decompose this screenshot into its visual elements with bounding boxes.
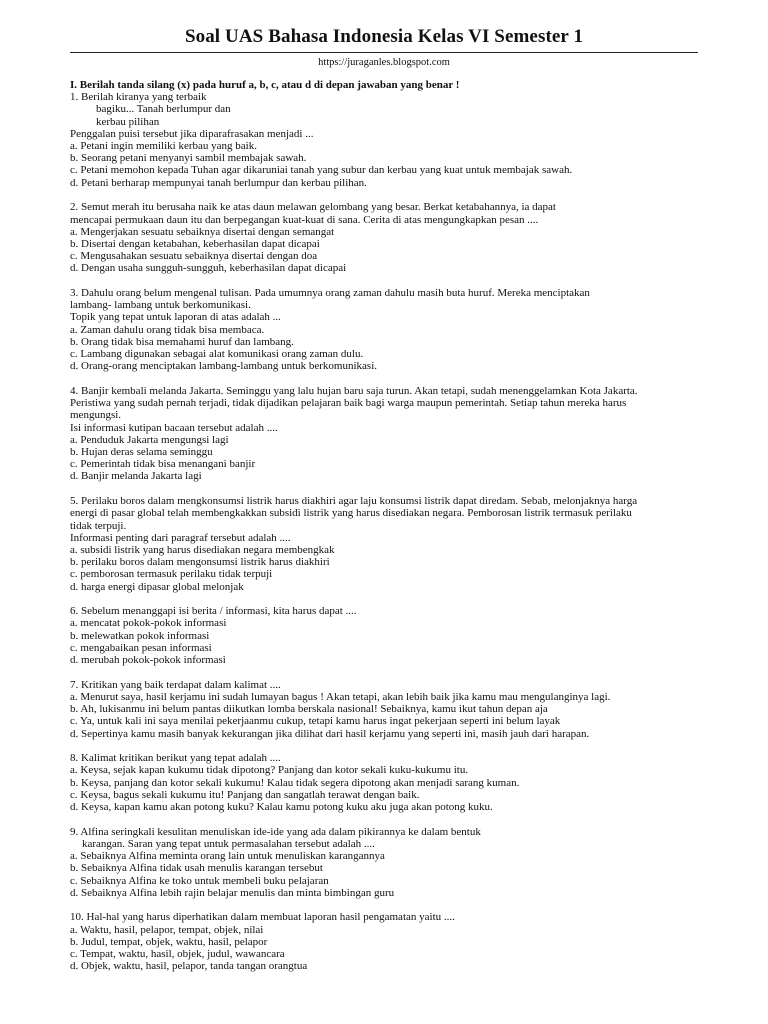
answer-option: d. harga energi dipasar global melonjak xyxy=(70,580,244,593)
instruction-text: I. Berilah tanda silang (x) pada huruf a, b, c, atau d di depan jawaban yang benar ! xyxy=(70,79,460,91)
question-text-line: Topik yang tepat untuk laporan di atas adalah ... xyxy=(70,311,281,324)
answer-option: b. Judul, tempat, objek, waktu, hasil, pelapor xyxy=(70,935,268,948)
answer-option: c. Petani memohon kepada Tuhan agar dikaruniai tanah yang subur dan kerbau yang kuat untuk membajak sawah. xyxy=(70,164,573,177)
answer-option: c. Sebaiknya Alfina ke toko untuk membeli buku pelajaran xyxy=(70,874,329,887)
answer-option: c. Mengusahakan sesuatu sebaiknya disertai dengan doa xyxy=(70,250,318,263)
question-text-line: energi di pasar global telah membengkakkan subsidi listrik yang harus disediakan negara. Pemborosan listrik termasuk perilaku xyxy=(70,507,632,520)
answer-option: b. Sebaiknya Alfina tidak usah menulis karangan tersebut xyxy=(70,862,323,875)
question-text-line: 9. Alfina seringkali kesulitan menuliskan ide-ide yang ada dalam pikirannya ke dalam bentuk xyxy=(70,825,481,838)
answer-option: d. Orang-orang menciptakan lambang-lambang untuk berkomunikasi. xyxy=(70,360,377,373)
answer-option: d. Objek, waktu, hasil, pelapor, tanda tangan orangtua xyxy=(70,960,308,973)
question-3 xyxy=(70,287,708,372)
question-text-line: tidak terpuji. xyxy=(70,519,127,532)
question-8 xyxy=(70,752,708,813)
answer-option: a. Penduduk Jakarta mengungsi lagi xyxy=(70,433,229,446)
answer-option: b. Disertai dengan ketabahan, keberhasilan dapat dicapai xyxy=(70,237,320,250)
answer-option: c. Lambang digunakan sebagai alat komunikasi orang zaman dulu. xyxy=(70,348,364,361)
answer-option: d. Dengan usaha sungguh-sungguh, keberhasilan dapat dicapai xyxy=(70,262,347,275)
answer-option: d. Keysa, kapan kamu akan potong kuku? Kalau kamu potong kuku aku juga akan potong kuku. xyxy=(70,801,493,814)
question-text-line: Penggalan puisi tersebut jika diparafrasakan menjadi ... xyxy=(70,127,314,140)
question-5 xyxy=(70,495,708,593)
question-text-line: 7. Kritikan yang baik terdapat dalam kalimat .... xyxy=(70,678,281,691)
answer-option: a. Petani ingin memiliki kerbau yang baik. xyxy=(70,140,257,153)
question-text-line: Isi informasi kutipan bacaan tersebut adalah .... xyxy=(70,421,278,434)
question-10 xyxy=(70,911,708,972)
question-6 xyxy=(70,605,708,666)
answer-option: d. Sepertinya kamu masih banyak kekurangan jika dilihat dari hasil kerjamu yang seperti ini, masih jauh dari harapan. xyxy=(70,727,590,740)
answer-option: c. Pemerintah tidak bisa menangani banjir xyxy=(70,458,256,471)
answer-option: a. Menurut saya, hasil kerjamu ini sudah lumayan bagus ! Akan tetapi, akan lebih baik jika kamu mau mengulanginya lagi. xyxy=(70,690,611,703)
answer-option: c. mengabaikan pesan informasi xyxy=(70,641,212,654)
answer-option: b. Seorang petani menyanyi sambil membajak sawah. xyxy=(70,152,307,165)
question-text-line: mencapai permukaan daun itu dan berpegangan kuat-kuat di sana. Cerita di atas mengungkapkan pesan .... xyxy=(70,213,539,226)
question-text-line: 10. Hal-hal yang harus diperhatikan dalam membuat laporan hasil pengamatan yaitu .... xyxy=(70,911,455,924)
answer-option: a. mencatat pokok-pokok informasi xyxy=(70,617,227,630)
answer-option: b. Hujan deras selama seminggu xyxy=(70,445,213,458)
answer-option: a. Sebaiknya Alfina meminta orang lain untuk menuliskan karangannya xyxy=(70,850,385,863)
answer-option: b. Orang tidak bisa memahami huruf dan lambang. xyxy=(70,335,294,348)
exam-content xyxy=(70,79,708,973)
question-text-line: 2. Semut merah itu berusaha naik ke atas daun melawan gelombang yang besar. Berkat ketabahannya, ia dapat xyxy=(70,201,556,214)
question-1 xyxy=(70,91,708,189)
answer-option: b. perilaku boros dalam mengonsumsi listrik harus diakhiri xyxy=(70,556,330,569)
answer-option: b. Ah, lukisanmu ini belum pantas diikutkan lomba berskala nasional! Sebaiknya, kamu ikut tahun depan aja xyxy=(70,703,548,716)
answer-option: d. Petani berharap mempunyai tanah berlumpur dan kerbau pilihan. xyxy=(70,176,367,189)
answer-option: d. Banjir melanda Jakarta lagi xyxy=(70,470,202,483)
question-4 xyxy=(70,385,708,483)
answer-option: c. Keysa, bagus sekali kukumu itu! Panjang dan sangatlah terawat dengan baik. xyxy=(70,788,420,801)
question-list xyxy=(70,91,708,972)
question-text-line: mengungsi. xyxy=(70,409,122,422)
answer-option: a. Waktu, hasil, pelapor, tempat, objek, nilai xyxy=(70,923,264,936)
question-text-line: bagiku... Tanah berlumpur dan xyxy=(96,103,231,116)
question-text-line: Peristiwa yang sudah pernah terjadi, tidak dijadikan pelajaran baik bagi warga maupun pemerintah. Setiap tahun mereka harus xyxy=(70,397,627,410)
title-underline xyxy=(70,52,698,53)
answer-option: a. Keysa, sejak kapan kukumu tidak dipotong? Panjang dan kotor sekali kuku-kukumu itu. xyxy=(70,764,469,777)
question-7 xyxy=(70,679,708,740)
question-text-line: lambang- lambang untuk berkomunikasi. xyxy=(70,299,251,312)
question-text-line: Informasi penting dari paragraf tersebut adalah .... xyxy=(70,531,291,544)
question-text-line: 3. Dahulu orang belum mengenal tulisan. Pada umumnya orang zaman dahulu masih buta huruf. Mereka menciptakan xyxy=(70,287,590,300)
answer-option: b. Keysa, panjang dan kotor sekali kukumu! Kalau tidak segera dipotong akan menjadi sarang kuman. xyxy=(70,776,520,789)
question-text-line: 5. Perilaku boros dalam mengkonsumsi listrik harus diakhiri agar laju konsumsi listrik dapat diredam. Sebab, melonjaknya harga xyxy=(70,495,638,508)
question-9 xyxy=(70,826,708,899)
question-text-line: kerbau pilihan xyxy=(96,115,160,128)
answer-option: c. pemborosan termasuk perilaku tidak terpuji xyxy=(70,568,273,581)
answer-option: b. melewatkan pokok informasi xyxy=(70,629,210,642)
question-text-line: 1. Berilah kiranya yang terbaik xyxy=(70,91,207,104)
answer-option: a. subsidi listrik yang harus disediakan negara membengkak xyxy=(70,543,335,556)
source-url: https://juraganles.blogspot.com xyxy=(318,57,450,68)
answer-option: d. merubah pokok-pokok informasi xyxy=(70,654,226,667)
question-2 xyxy=(70,201,708,274)
answer-option: d. Sebaiknya Alfina lebih rajin belajar menulis dan minta bimbingan guru xyxy=(70,886,395,899)
answer-option: a. Zaman dahulu orang tidak bisa membaca. xyxy=(70,323,265,336)
question-text-line: 4. Banjir kembali melanda Jakarta. Seminggu yang lalu hujan baru saja turun. Akan tetapi, sudah menenggelamkan Kota Jakarta. xyxy=(70,384,638,397)
question-text-line: karangan. Saran yang tepat untuk permasalahan tersebut adalah .... xyxy=(82,837,375,850)
question-text-line: 8. Kalimat kritikan berikut yang tepat adalah .... xyxy=(70,752,281,765)
page-title: Soal UAS Bahasa Indonesia Kelas VI Semester 1 xyxy=(184,26,584,47)
answer-option: c. Tempat, waktu, hasil, objek, judul, wawancara xyxy=(70,948,285,961)
question-text-line: 6. Sebelum menanggapi isi berita / informasi, kita harus dapat .... xyxy=(70,605,357,618)
answer-option: c. Ya, untuk kali ini saya menilai pekerjaanmu cukup, tetapi kamu harus ingat pekerjaan seperti ini belum layak xyxy=(70,715,561,728)
answer-option: a. Mengerjakan sesuatu sebaiknya disertai dengan semangat xyxy=(70,225,335,238)
